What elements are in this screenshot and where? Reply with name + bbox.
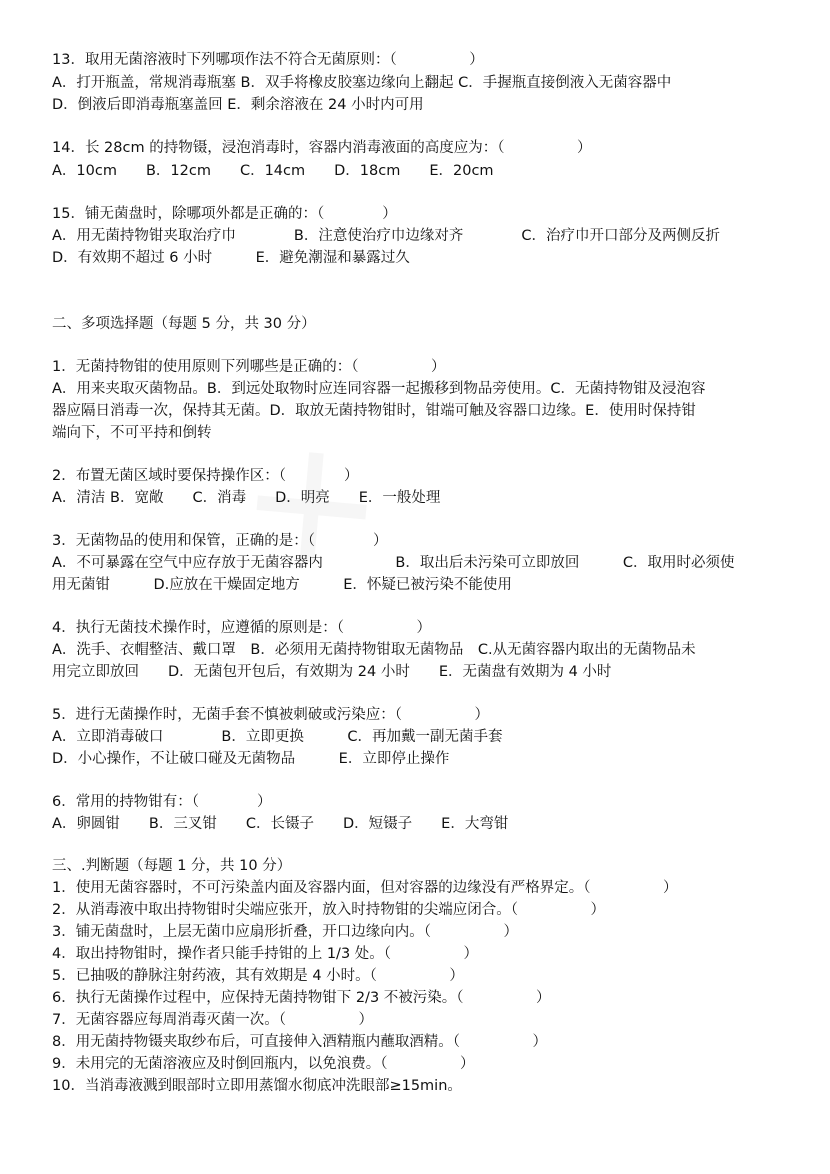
multi-question-5: 5．进行无菌操作时，无菌手套不慎被刺破或污染应：（ ） (52, 707, 489, 723)
multi-question-5-options-line-1: A．立即消毒破口 B．立即更换 C．再加戴一副无菌手套 (52, 729, 503, 745)
judgment-item-9: 9．未用完的无菌溶液应及时倒回瓶内，以免浪费。（ ） (52, 1056, 475, 1072)
multi-question-3: 3．无菌物品的使用和保管，正确的是：（ ） (52, 533, 388, 549)
question-15-options-line-2: D．有效期不超过 6 小时 E．避免潮湿和暴露过久 (52, 250, 410, 266)
multi-question-3-options-line-1: A．不可暴露在空气中应存放于无菌容器内 B．取出后未污染可立即放回 C．取用时必须使 (52, 555, 735, 571)
multi-question-1: 1．无菌持物钳的使用原则下列哪些是正确的：（ ） (52, 359, 446, 375)
question-14: 14．长 28cm 的持物镊，浸泡消毒时，容器内消毒液面的高度应为：（ ） (52, 140, 592, 156)
question-13-options-line-2: D．倒液后即消毒瓶塞盖回 E．剩余溶液在 24 小时内可用 (52, 97, 424, 113)
judgment-item-4: 4．取出持物钳时，操作者只能手持钳的上 1/3 处。（ ） (52, 946, 479, 962)
multi-question-4-options-line-2: 用完立即放回 D．无菌包开包后，有效期为 24 小时 E．无菌盘有效期为 4 小时 (52, 664, 612, 680)
multi-question-4-options-line-1: A．洗手、衣帽整洁、戴口罩 B．必须用无菌持物钳取无菌物品 C.从无菌容器内取出的无菌物品未 (52, 642, 696, 658)
multi-question-1-options-line-2: 器应隔日消毒一次，保持其无菌。D．取放无菌持物钳时，钳端可触及容器口边缘。E．使用时保持钳 (52, 403, 696, 419)
multi-question-3-options-line-2: 用无菌钳 D.应放在干燥固定地方 E．怀疑已被污染不能使用 (52, 577, 512, 593)
multi-question-6-options: A．卵圆钳 B．三叉钳 C．长镊子 D．短镊子 E．大弯钳 (52, 816, 509, 832)
judgment-item-7: 7．无菌容器应每周消毒灭菌一次。（ ） (52, 1012, 373, 1028)
judgment-item-5: 5．已抽吸的静脉注射药液，其有效期是 4 小时。（ ） (52, 968, 464, 984)
question-15: 15．铺无菌盘时，除哪项外都是正确的：（ ） (52, 206, 397, 222)
question-13-options-line-1: A．打开瓶盖，常规消毒瓶塞 B．双手将橡皮胶塞边缘向上翻起 C．手握瓶直接倒液入无菌容器中 (52, 75, 672, 91)
multi-question-2-options: A．清洁 B．宽敞 C．消毒 D．明亮 E．一般处理 (52, 490, 441, 506)
multi-question-5-options-line-2: D．小心操作，不让破口碰及无菌物品 E．立即停止操作 (52, 751, 450, 767)
section-2-title: 二、多项选择题（每题 5 分，共 30 分） (52, 316, 316, 332)
judgment-item-10: 10．当消毒液溅到眼部时立即用蒸馏水彻底冲洗眼部≥15min。 (52, 1078, 462, 1094)
judgment-item-2: 2．从消毒液中取出持物钳时尖端应张开，放入时持物钳的尖端应闭合。（ ） (52, 902, 605, 918)
multi-question-1-options-line-3: 端向下，不可平持和倒转 (52, 425, 212, 441)
judgment-item-1: 1．使用无菌容器时，不可污染盖内面及容器内面，但对容器的边缘没有严格界定。（ ） (52, 880, 678, 896)
judgment-item-3: 3．铺无菌盘时，上层无菌巾应扇形折叠，开口边缘向内。（ ） (52, 924, 518, 940)
question-14-options: A．10cm B．12cm C．14cm D．18cm E．20cm (52, 163, 494, 179)
multi-question-2: 2．布置无菌区域时要保持操作区：（ ） (52, 468, 359, 484)
multi-question-1-options-line-1: A．用来夹取灭菌物品。B．到远处取物时应连同容器一起搬移到物品旁使用。C．无菌持物钳及浸泡容 (52, 381, 706, 397)
judgment-item-6: 6．执行无菌操作过程中，应保持无菌持物钳下 2/3 不被污染。（ ） (52, 990, 551, 1006)
section-3-title: 三、.判断题（每题 1 分，共 10 分） (52, 858, 292, 874)
question-15-options-line-1: A．用无菌持物钳夹取治疗巾 B．注意使治疗巾边缘对齐 C．治疗巾开口部分及两侧反折 (52, 228, 720, 244)
judgment-item-8: 8．用无菌持物镊夹取纱布后，可直接伸入酒精瓶内蘸取酒精。（ ） (52, 1034, 547, 1050)
multi-question-6: 6．常用的持物钳有：（ ） (52, 794, 272, 810)
question-13: 13．取用无菌溶液时下列哪项作法不符合无菌原则：（ ） (52, 52, 484, 68)
multi-question-4: 4．执行无菌技术操作时，应遵循的原则是：（ ） (52, 620, 431, 636)
